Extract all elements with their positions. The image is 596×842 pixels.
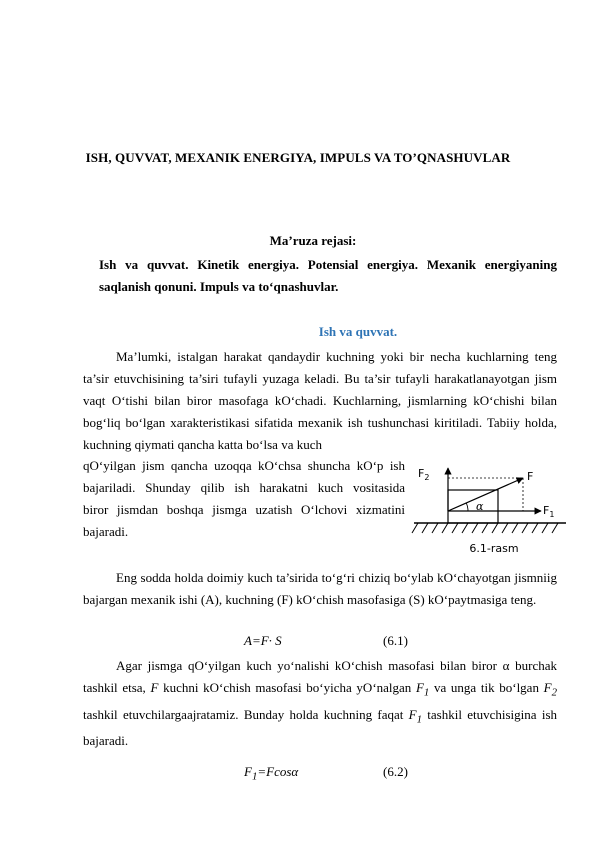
paragraph-1-text: Ma’lumki, istalgan harakat qandaydir kuchning yoki bir necha kuchlarning teng ta’sir etuvchisining ta’siri tufayli yuzaga keladi. Bu ta’sir tufayli harakatlanayotgan jism vaqt O‘tishi bilan biror masofaga kO‘chadi. Kuchlarning, jismlarning kO‘chishi bilan bog‘liq bo‘lgan xarakteristikasi sifatida mexanik ish tushunchasi kiritiladi. Tabiiy holda, kuchning qiymati qancha katta bo‘lsa va kuch — [83, 349, 557, 452]
equation-2: $F_1=Fcos\alpha$ — [244, 764, 299, 783]
p3-text-3: kuchni kO‘chish masofasi bo‘yicha yO‘nalgan — [158, 680, 416, 695]
angle-arc — [466, 503, 468, 511]
wrap-line-4: bajaradi. — [83, 524, 129, 539]
wrap-line-1: qO‘yilgan jism qancha uzoqqa kO‘chsa shuncha kO‘p ish — [83, 458, 405, 473]
label-alpha: α — [476, 500, 484, 513]
section-title: Ish va quvvat. — [318, 324, 398, 339]
document-title: ISH, QUVVAT, MEXANIK ENERGIYA, IMPULS VA TO’QNASHUVLAR — [85, 150, 511, 165]
equation-1: A=F· S — [244, 633, 282, 648]
p3-text-6: tashkil etuvchisigina ish bajaradi. — [83, 706, 558, 749]
p3-f2: $F_2$ — [543, 680, 557, 699]
p3-f1b: $F_1$ — [408, 706, 423, 726]
force-f-arrow — [448, 478, 523, 511]
paragraph-2: Eng sodda holda doimiy kuch ta’sirida to‘g‘ri chiziq bo‘ylab kO‘chayotgan jismniig bajargan mexanik ishi (A), kuchning (F) kO‘chish masofasiga (S) kO‘paytmasiga teng. — [83, 570, 557, 607]
label-f2: $F_2$ — [418, 467, 430, 482]
p3-text-2: burchak tashkil etsa, — [83, 658, 557, 695]
plan-heading: Ma’ruza rejasi: — [269, 233, 357, 248]
p3-text-5: tashkil etuvchilargaajratamiz. Bunday holda kuchning faqat — [83, 706, 409, 722]
figure-6-1 — [410, 456, 570, 541]
plan-text: Ish va quvvat. Kinetik energiya. Potensial energiya. Mexanik energiyaning saqlanish qonuni. Impuls va to‘qnashuvlar. — [99, 257, 557, 294]
label-f1: $F_1$ — [543, 504, 555, 519]
p3-alpha: α — [502, 658, 510, 673]
p3-f: F — [150, 680, 159, 695]
label-f: F — [527, 470, 534, 483]
body-block — [448, 490, 498, 523]
ground-hatching — [412, 523, 558, 533]
wrap-line-3: biror jismdan boshqa jismga uzatish O‘lchovi xizmatini — [83, 502, 405, 517]
wrap-line-2: bajariladi. Shunday qilib ish harakatni kuch vositasida — [83, 480, 405, 495]
paragraph-1-wrap — [83, 455, 405, 543]
p3-f1: $F_1$ — [415, 680, 430, 699]
equation-1-number: (6.1) — [383, 633, 408, 648]
equation-2-number: (6.2) — [383, 764, 408, 779]
figure-caption: 6.1-rasm — [469, 542, 519, 555]
p3-text-4: va unga tik bo‘lgan — [429, 680, 544, 695]
paragraph-3 — [83, 655, 557, 752]
paragraph-1 — [83, 346, 557, 456]
p3-text-1: Agar jismga qO‘yilgan kuch yo‘nalishi kO‘chish masofasi bilan biror — [116, 658, 503, 673]
